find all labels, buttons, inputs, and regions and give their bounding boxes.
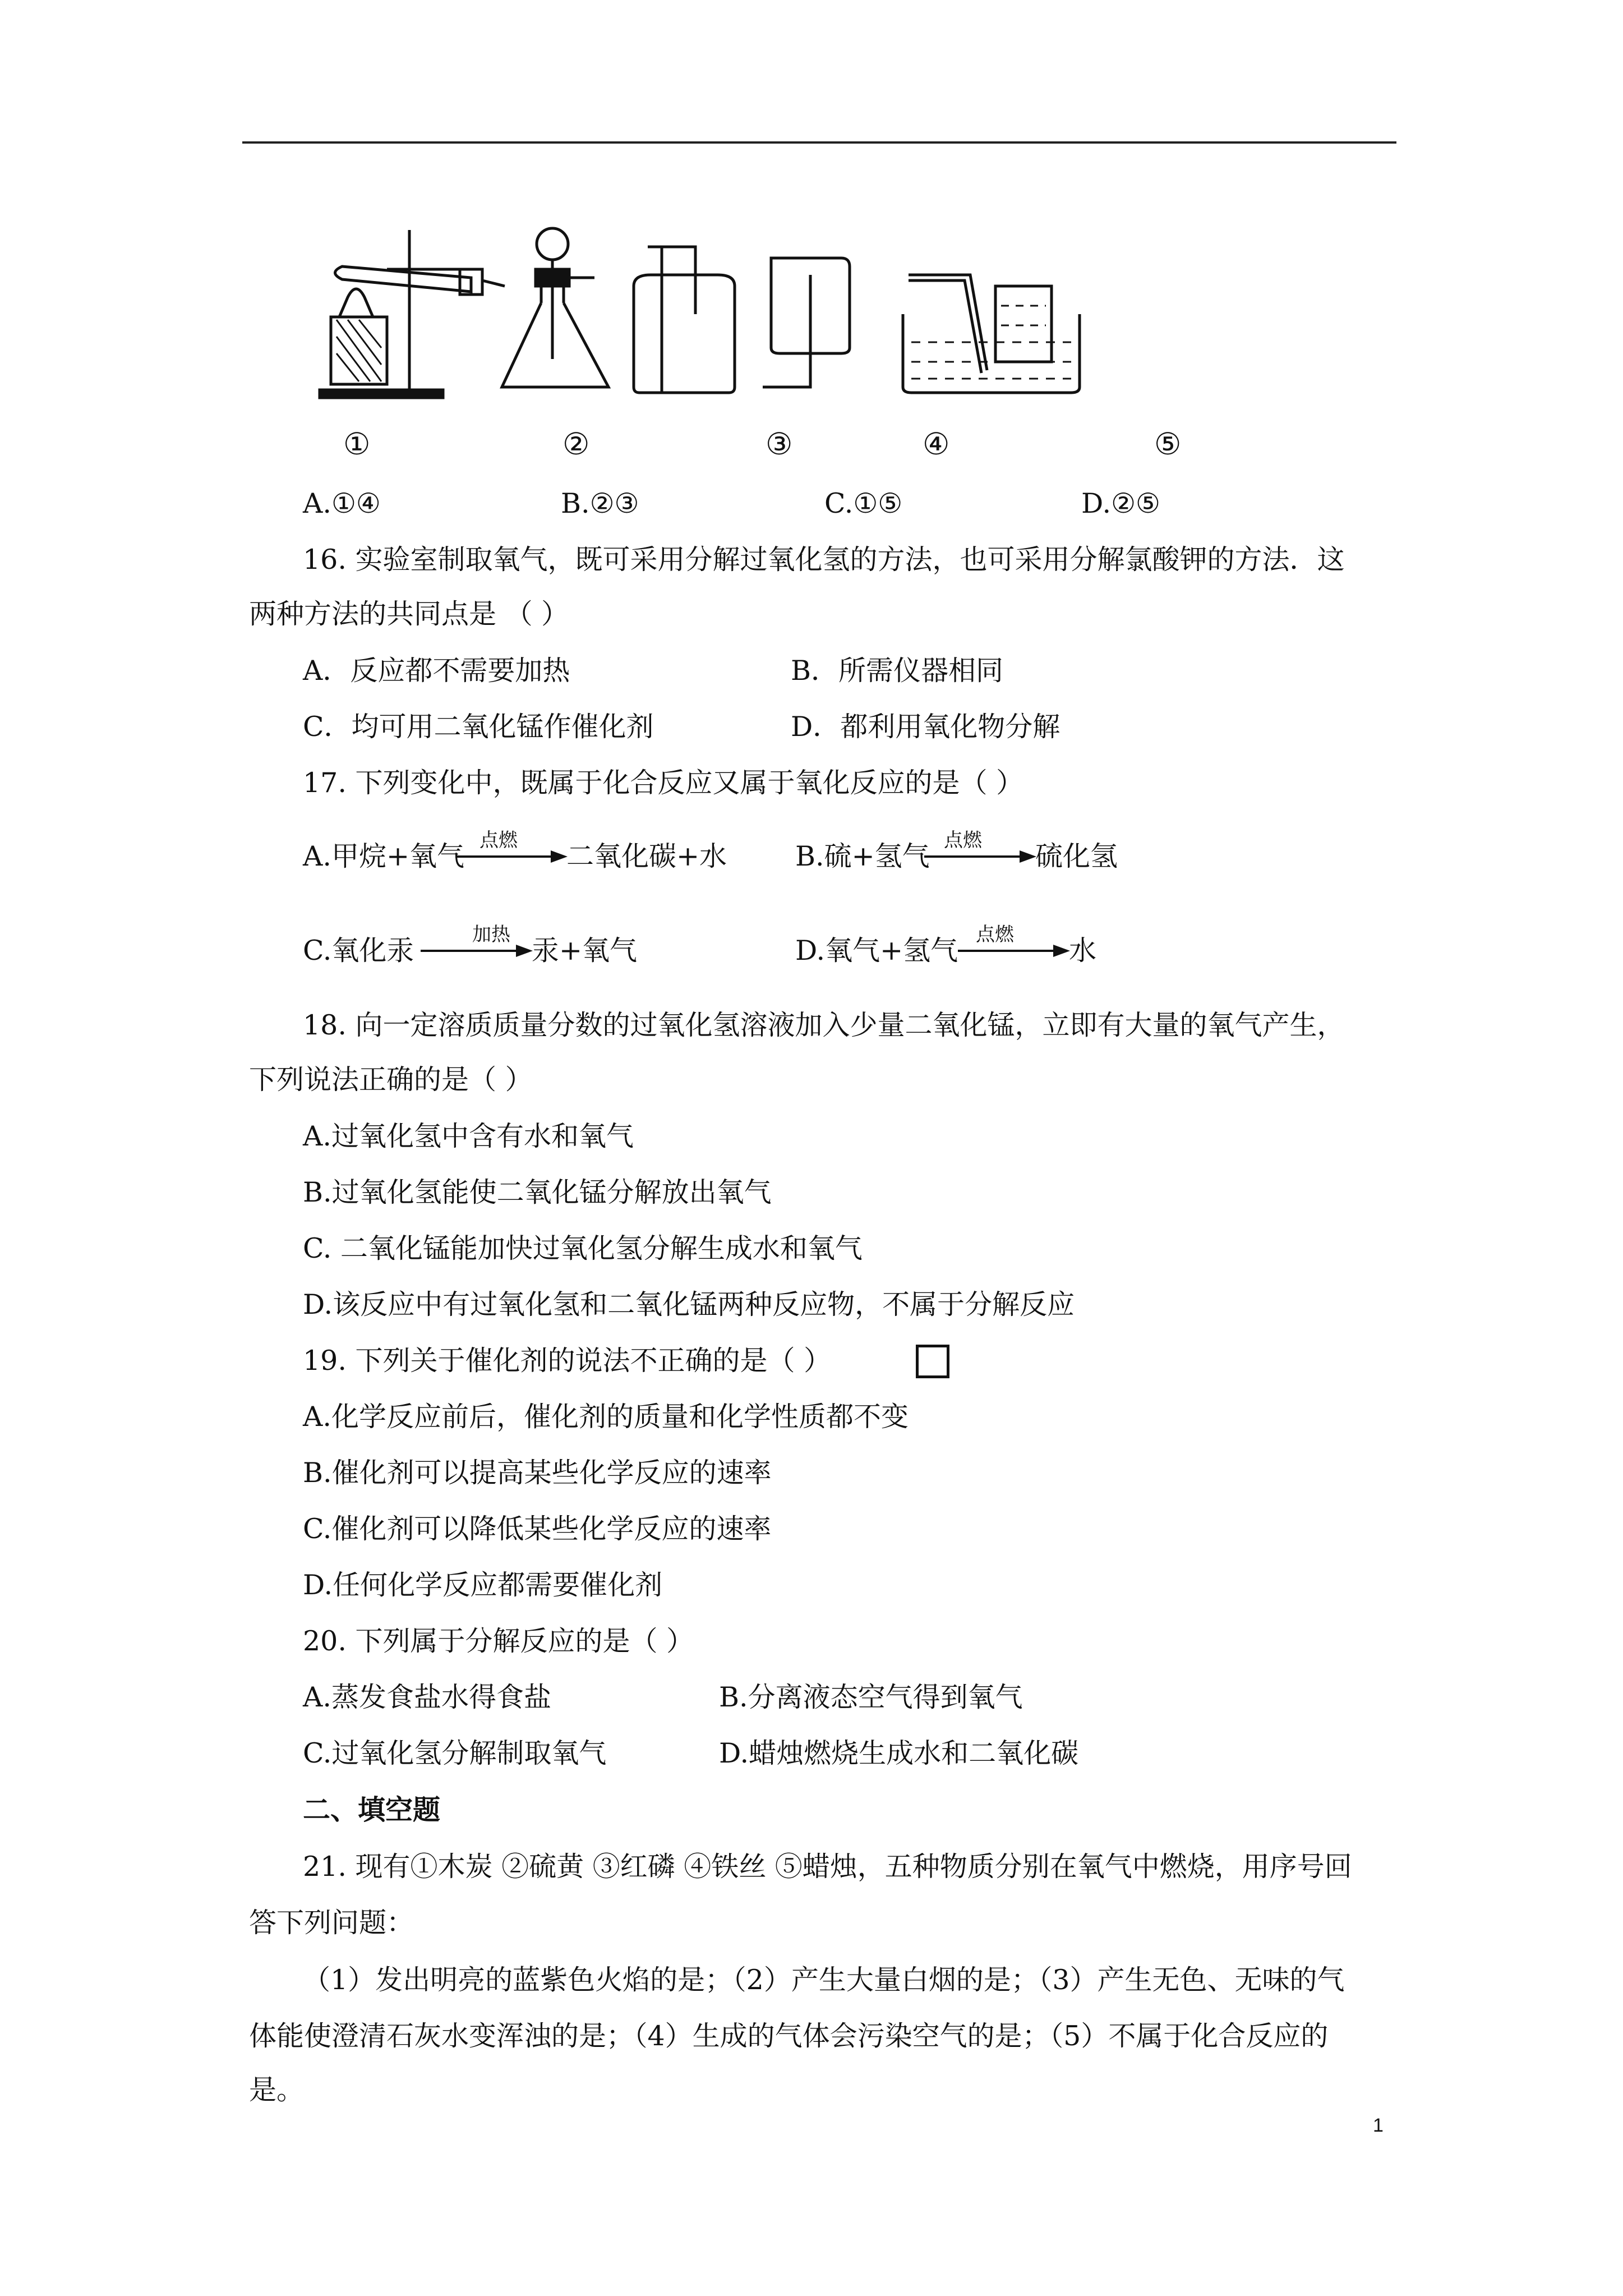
answer-box [916, 1345, 949, 1378]
q16-option-c: C．均可用二氧化锰作催化剂 [303, 711, 654, 743]
q17-c-arrow [421, 942, 533, 959]
q17-c-reactants: C.氧化汞 [303, 935, 414, 967]
q16-stem-line1: 16. 实验室制取氧气，既可采用分解过氧化氢的方法，也可采用分解氯酸钾的方法．这 [303, 544, 1345, 576]
q20-option-d: D.蜡烛燃烧生成水和二氧化碳 [719, 1737, 1079, 1769]
q16-option-a: A．反应都不需要加热 [303, 655, 570, 687]
q19-option-d: D.任何化学反应都需要催化剂 [303, 1569, 663, 1601]
q20-option-a: A.蒸发食盐水得食盐 [303, 1681, 551, 1713]
figure-label-4: ④ [923, 426, 950, 462]
q18-option-a: A.过氧化氢中含有水和氧气 [303, 1120, 634, 1152]
apparatus-4-inverted-bottle [763, 258, 850, 387]
q17-d-products: 水 [1069, 935, 1097, 967]
q17-a-arrow [455, 848, 568, 865]
q21-subquestions-line3: 是。 [249, 2074, 305, 2106]
q17-c-condition: 加热 [472, 923, 510, 946]
q21-stem-line1: 21. 现有①木炭 ②硫黄 ③红磷 ④铁丝 ⑤蜡烛，五种物质分别在氧气中燃烧，用序号回 [303, 1851, 1352, 1883]
q15-option-c: C.①⑤ [824, 487, 903, 519]
q19-option-a: A.化学反应前后，催化剂的质量和化学性质都不变 [303, 1401, 909, 1433]
q17-d-reactants: D.氧气+氢气 [795, 935, 958, 967]
figure-label-3: ③ [766, 426, 793, 462]
apparatus-3-gas-bottle [634, 247, 735, 393]
q19-option-b: B.催化剂可以提高某些化学反应的速率 [303, 1457, 772, 1489]
q17-b-reactants: B.硫+氢气 [795, 840, 930, 872]
apparatus-figure [303, 213, 1256, 404]
q15-option-a: A.①④ [303, 487, 381, 519]
q16-option-b: B．所需仪器相同 [791, 655, 1004, 687]
q17-a-products: 二氧化碳+水 [566, 840, 727, 872]
q17-b-condition: 点燃 [944, 829, 982, 852]
section-heading: 二、填空题 [303, 1793, 441, 1826]
q20-option-b: B.分离液态空气得到氧气 [719, 1681, 1023, 1713]
q16-option-d: D．都利用氧化物分解 [791, 711, 1061, 743]
q17-a-reactants: A.甲烷+氧气 [303, 840, 465, 872]
q21-stem-line2: 答下列问题： [249, 1907, 414, 1939]
figure-label-2: ② [562, 426, 590, 462]
q21-subquestions-line1: （1）发出明亮的蓝紫色火焰的是；（2）产生大量白烟的是；（3）产生无色、无味的气 [303, 1964, 1345, 1996]
q16-stem-line2: 两种方法的共同点是 （ ） [249, 598, 569, 630]
q18-stem-line2: 下列说法正确的是（ ） [249, 1064, 533, 1096]
q18-option-c: C. 二氧化锰能加快过氧化氢分解生成水和氧气 [303, 1232, 863, 1264]
q18-option-b: B.过氧化氢能使二氧化锰分解放出氧气 [303, 1176, 772, 1208]
q20-option-c: C.过氧化氢分解制取氧气 [303, 1737, 607, 1769]
apparatus-5-water-trough [903, 275, 1080, 393]
q17-c-products: 汞+氧气 [532, 935, 638, 967]
header-rule [242, 141, 1396, 144]
q15-option-d: D.②⑤ [1081, 487, 1160, 519]
q15-option-b: B.②③ [561, 487, 639, 519]
q17-d-condition: 点燃 [976, 923, 1014, 946]
figure-label-1: ① [343, 426, 371, 462]
q18-stem-line1: 18. 向一定溶质质量分数的过氧化氢溶液加入少量二氧化锰，立即有大量的氧气产生， [303, 1009, 1345, 1041]
page-number: 1 [1373, 2115, 1384, 2136]
figure-label-5: ⑤ [1154, 426, 1182, 462]
q17-b-products: 硫化氢 [1035, 840, 1118, 872]
q21-subquestions-line2: 体能使澄清石灰水变浑浊的是；（4）生成的气体会污染空气的是；（5）不属于化合反应的 [249, 2020, 1329, 2052]
q18-option-d: D.该反应中有过氧化氢和二氧化锰两种反应物，不属于分解反应 [303, 1289, 1075, 1320]
q19-option-c: C.催化剂可以降低某些化学反应的速率 [303, 1513, 772, 1545]
q17-a-condition: 点燃 [479, 829, 518, 852]
q17-stem: 17. 下列变化中，既属于化合反应又属于氧化反应的是（ ） [303, 767, 1024, 799]
q17-b-arrow [924, 848, 1036, 865]
q19-stem: 19. 下列关于催化剂的说法不正确的是（ ） [303, 1345, 832, 1377]
apparatus-2-conical-flask [502, 228, 608, 387]
q20-stem: 20. 下列属于分解反应的是（ ） [303, 1625, 694, 1657]
q17-d-arrow [958, 942, 1070, 959]
apparatus-1-heated-test-tube [320, 230, 505, 398]
